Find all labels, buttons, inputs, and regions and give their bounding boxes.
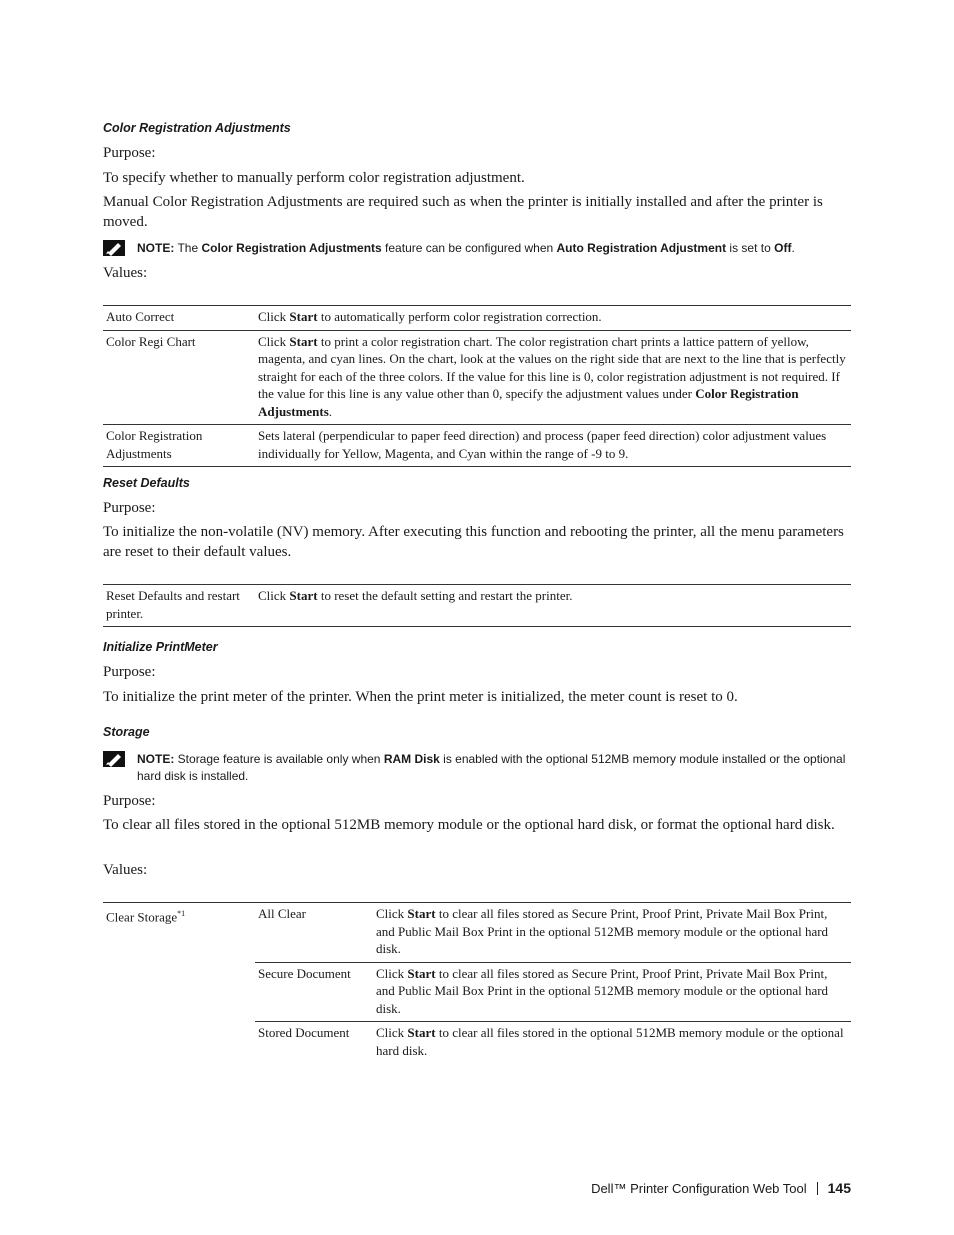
row-desc: Click Start to clear all files stored as Secure Print, Proof Print, Private Mail Box Print, and Public Mail Box Print in the optional 512MB memory module or the optional hard disk. [373, 962, 851, 1022]
row-desc: Click Start to clear all files stored as Secure Print, Proof Print, Private Mail Box Print, and Public Mail Box Print in the optional 512MB memory module or the optional hard disk. [373, 903, 851, 963]
table-row [103, 585, 851, 627]
table-row [103, 330, 851, 425]
purpose-text: To initialize the print meter of the printer. When the print meter is initialized, the meter count is reset to 0. [103, 689, 738, 705]
section-title-initialize-printmeter: Initialize PrintMeter [103, 640, 218, 654]
page-number: 145 [827, 1180, 851, 1196]
group-name: Clear Storage$^{*1}$ [103, 903, 255, 1064]
row-desc: Click Start to print a color registration chart. The color registration chart prints a lattice pattern of yellow, magenta, and cyan lines. On the chart, look at the values on the right side that are next to the line that is perfectly straight for each of the three colors. If the value for this line is 0, color registration adjustment is not required. If the value for this line is any value other than 0, specify the adjustment values under Color Registration Adjustments. [255, 330, 851, 425]
row-desc: Click Start to clear all files stored in the optional 512MB memory module or the optional hard disk. [373, 1022, 851, 1064]
section-title-storage: Storage [103, 725, 150, 739]
footer-divider [817, 1182, 818, 1195]
row-name: Reset Defaults and restart printer. [103, 585, 255, 627]
values-table-storage [103, 902, 851, 1063]
purpose-text: To specify whether to manually perform color registration adjustment. [103, 170, 525, 186]
values-table-color-registration [103, 305, 851, 467]
purpose-text: To initialize the non-volatile (NV) memory. After executing this function and rebooting the printer, all the menu parameters are reset to their default values. [103, 524, 844, 560]
description-text: Manual Color Registration Adjustments are required such as when the printer is initially installed and after the printer is moved. [103, 194, 823, 230]
purpose-label: Purpose: [103, 500, 156, 516]
row-name: Auto Correct [103, 306, 255, 331]
footer-title: Dell™ Printer Configuration Web Tool [591, 1181, 807, 1196]
values-label: Values: [103, 862, 148, 878]
values-label: Values: [103, 265, 148, 281]
note-text: NOTE: The Color Registration Adjustments feature can be configured when Auto Registration Adjustment is set to Off. [137, 241, 795, 255]
row-name: All Clear [255, 903, 373, 963]
purpose-text: To clear all files stored in the optional 512MB memory module or the optional hard disk, or format the optional hard disk. [103, 817, 835, 833]
row-name: Color Regi Chart [103, 330, 255, 425]
row-name: Secure Document [255, 962, 373, 1022]
table-row [103, 306, 851, 331]
purpose-label: Purpose: [103, 664, 156, 680]
table-row [103, 903, 851, 963]
row-name: Color Registration Adjustments [103, 425, 255, 467]
row-name: Stored Document [255, 1022, 373, 1064]
section-title-reset-defaults: Reset Defaults [103, 476, 190, 490]
purpose-label: Purpose: [103, 145, 156, 161]
note-text: NOTE: Storage feature is available only when RAM Disk is enabled with the optional 512MB memory module installed or the optional hard disk is installed. [137, 752, 846, 783]
note-pencil-icon [103, 751, 125, 767]
section-title-color-registration: Color Registration Adjustments [103, 121, 291, 135]
table-row [103, 425, 851, 467]
row-desc: Click Start to automatically perform color registration correction. [255, 306, 851, 331]
page-footer [591, 1180, 851, 1196]
row-desc: Click Start to reset the default setting and restart the printer. [255, 585, 851, 627]
row-desc: Sets lateral (perpendicular to paper feed direction) and process (paper feed direction) color adjustment values individually for Yellow, Magenta, and Cyan within the range of -9 to 9. [255, 425, 851, 467]
values-table-reset [103, 584, 851, 627]
purpose-label: Purpose: [103, 793, 156, 809]
note-pencil-icon [103, 240, 125, 256]
